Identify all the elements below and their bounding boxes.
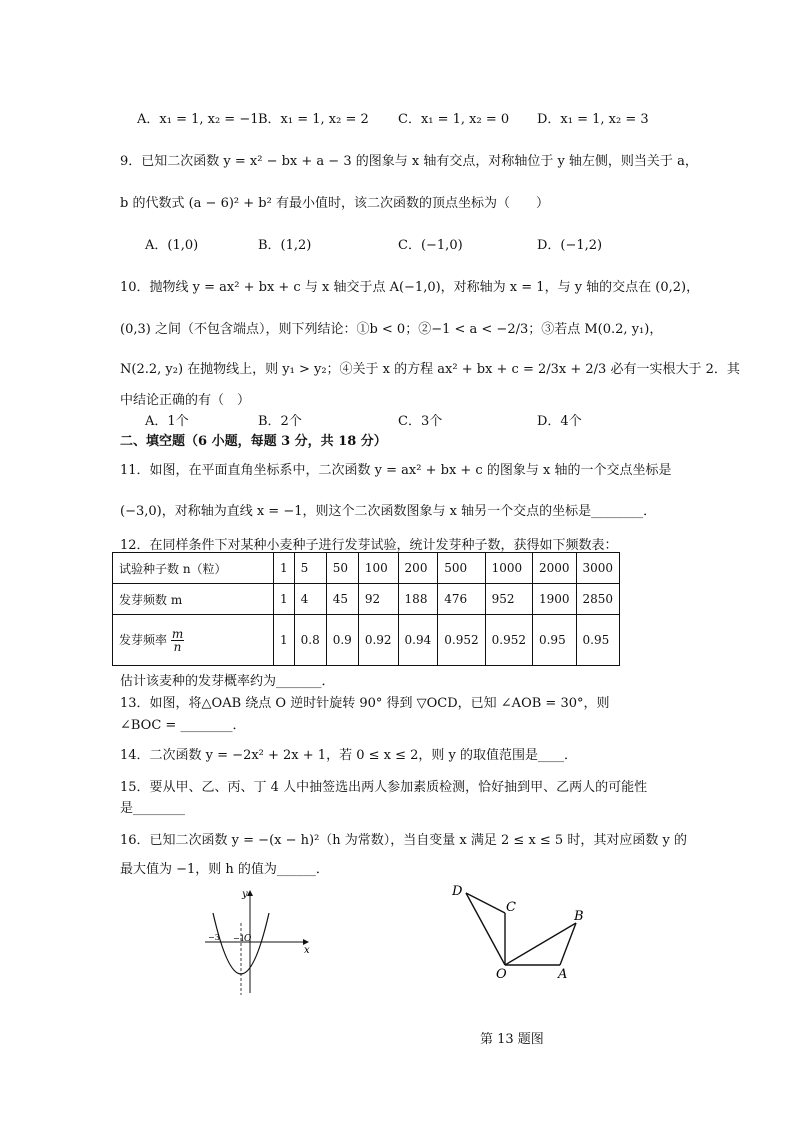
q9-option-b: B．(1,2) [258, 238, 312, 253]
tick-neg1-label: −1 [233, 934, 245, 943]
table-cell: 0.9 [326, 615, 358, 666]
tick-neg3-label: −3 [208, 933, 220, 942]
point-o-label: O [496, 967, 507, 982]
q10-stem-line4: 中结论正确的有（ ） [120, 393, 251, 408]
point-a-label: A [558, 967, 568, 982]
q13-stem-line1: 13．如图，将△OAB 绕点 O 逆时针旋转 90° 得到 ▽OCD，已知 ∠AOB = 30°，则 [120, 696, 610, 711]
q12-estimate: 估计该麦种的发芽概率约为_______． [120, 674, 335, 689]
table-cell: 100 [358, 553, 398, 584]
fraction-numerator: m [171, 626, 184, 641]
table-cell: 0.92 [358, 615, 398, 666]
segment-od [466, 893, 505, 965]
q11-stem-line1: 11．如图，在平面直角坐标系中，二次函数 y = ax² + bx + c 的图象与 x 轴的一个交点坐标是 [120, 463, 672, 478]
point-d-label: D [452, 884, 463, 899]
table-cell: 500 [438, 553, 485, 584]
frequency-rate-label: 发芽频率 [119, 632, 168, 647]
q16-stem-line2: 最大值为 −1，则 h 的值为______． [120, 862, 329, 877]
x-axis-label: x [304, 945, 310, 956]
fraction-denominator: n [173, 639, 182, 654]
table-cell: 3000 [576, 553, 620, 584]
section-title: 二、填空题（6 小题，每题 3 分，共 18 分） [120, 434, 387, 449]
q10-option-c: C．3个 [398, 414, 443, 429]
table-row-header: 试验种子数 n（粒） [113, 553, 274, 584]
point-b-label: B [574, 909, 584, 924]
table-cell: 0.952 [485, 615, 532, 666]
figure-13-caption: 第 13 题图 [480, 1032, 544, 1047]
table-cell: 92 [358, 584, 398, 615]
q10-option-b: B．2个 [258, 414, 302, 429]
q11-stem-line2: (−3,0)，对称轴为直线 x = −1，则这个二次函数图象与 x 轴另一个交点的坐标是________． [120, 504, 657, 519]
table-cell: 45 [326, 584, 358, 615]
q8-option-b: B．x₁ = 1, x₂ = 2 [258, 112, 369, 127]
q16-stem-line1: 16．已知二次函数 y = −(x − h)²（h 为常数），当自变量 x 满足 2 ≤ x ≤ 5 时，其对应函数 y 的 [120, 833, 687, 848]
table-row-header [113, 615, 274, 666]
table-cell: 0.8 [294, 615, 326, 666]
fraction-m-over-n [171, 628, 184, 653]
table-cell: 476 [438, 584, 485, 615]
y-axis-label: y [242, 889, 248, 900]
segment-ba [560, 923, 576, 965]
table-row-header: 发芽频数 m [113, 584, 274, 615]
q15-stem-line2: 是________ [120, 801, 186, 816]
q13-stem-line2: ∠BOC = ________． [120, 718, 246, 733]
table-cell: 5 [294, 553, 326, 584]
table-cell: 0.952 [438, 615, 485, 666]
q10-option-a: A．1个 [145, 414, 189, 429]
q9-option-a: A．(1,0) [145, 238, 199, 253]
q12-stem: 12．在同样条件下对某种小麦种子进行发芽试验，统计发芽种子数，获得如下频数表： [120, 538, 618, 553]
segment-ob [505, 923, 576, 965]
q9-stem-line2: b 的代数式 (a − 6)² + b² 有最小值时，该二次函数的顶点坐标为（ ） [120, 196, 549, 211]
q14-stem: 14．二次函数 y = −2x² + 2x + 1，若 0 ≤ x ≤ 2，则 y 的取值范围是____． [120, 748, 577, 763]
table-cell: 0.94 [398, 615, 438, 666]
q10-stem-line2: (0,3) 之间（不包含端点），则下列结论：①b < 0；②−1 < a < −2/3；③若点 M(0.2, y₁)， [120, 322, 663, 337]
q9-option-d: D．(−1,2) [537, 238, 603, 253]
q13-triangle-figure [445, 878, 595, 988]
q8-option-d: D．x₁ = 1, x₂ = 3 [537, 112, 649, 127]
table-cell: 4 [294, 584, 326, 615]
table-cell: 1000 [485, 553, 532, 584]
point-c-label: C [506, 900, 516, 915]
table-cell: 952 [485, 584, 532, 615]
q10-stem-line1: 10．抛物线 y = ax² + bx + c 与 x 轴交于点 A(−1,0)，对称轴为 x = 1，与 y 轴的交点在 (0,2)， [120, 280, 700, 295]
table-row [113, 584, 620, 615]
table-row [113, 615, 620, 666]
q8-option-c: C．x₁ = 1, x₂ = 0 [398, 112, 510, 127]
frequency-table [112, 552, 620, 666]
q9-option-c: C．(−1,0) [398, 238, 463, 253]
table-cell: 2000 [532, 553, 576, 584]
table-cell: 0.95 [532, 615, 576, 666]
q15-stem-line1: 15．要从甲、乙、丙、丁 4 人中抽签选出两人参加素质检测，恰好抽到甲、乙两人的可能性 [120, 780, 648, 795]
q8-option-a: A．x₁ = 1, x₂ = −1 [137, 112, 259, 127]
table-cell: 2850 [576, 584, 620, 615]
q10-stem-line3: N(2.2, y₂) 在抛物线上，则 y₁ > y₂；④关于 x 的方程 ax² + bx + c = 2/3x + 2/3 必有一实根大于 2．其 [120, 362, 740, 377]
table-row [113, 553, 620, 584]
table-cell: 50 [326, 553, 358, 584]
q9-stem-line1: 9．已知二次函数 y = x² − bx + a − 3 的图象与 x 轴有交点，对称轴位于 y 轴左侧，则当关于 a， [120, 154, 698, 169]
q11-parabola-figure [200, 885, 320, 1000]
table-cell: 200 [398, 553, 438, 584]
table-cell: 0.95 [576, 615, 620, 666]
table-cell: 1900 [532, 584, 576, 615]
table-cell: 1 [274, 615, 295, 666]
q10-option-d: D．4个 [537, 414, 582, 429]
origin-label: O [244, 934, 252, 944]
table-cell: 1 [274, 584, 295, 615]
table-cell: 188 [398, 584, 438, 615]
table-cell: 1 [274, 553, 295, 584]
